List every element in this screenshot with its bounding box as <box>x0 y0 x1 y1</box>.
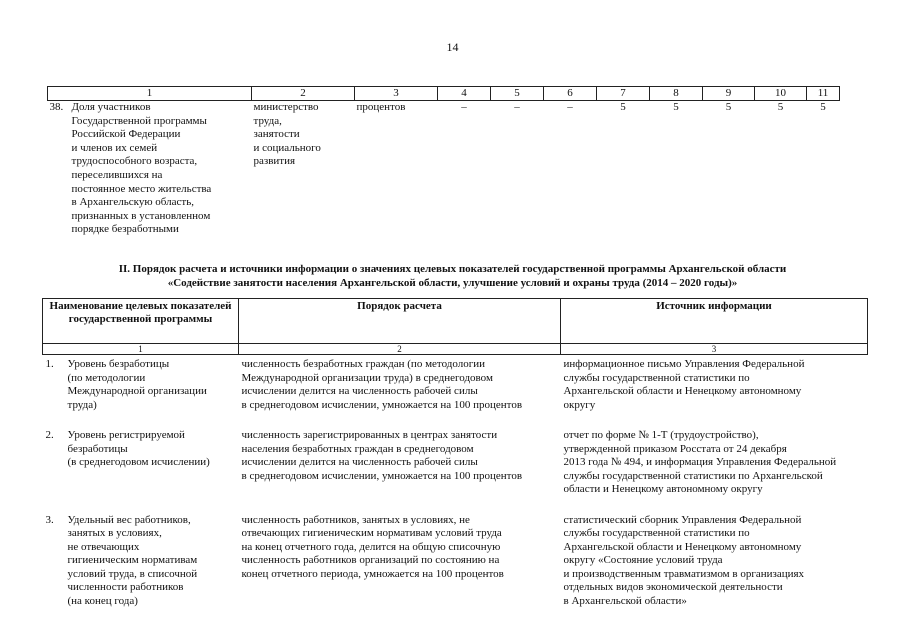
column-number: 5 <box>491 87 544 101</box>
indicators-table <box>47 86 840 237</box>
indicator-name: Доля участников Государственной программы Российской Федерации и членов их семей трудоспособного возраста, переселившихся на постоянное место жительства в Архангельскую область, признанных в установленном порядке безработными <box>71 101 212 236</box>
column-number: 11 <box>807 87 840 101</box>
source-cell: отчет по форме № 1-Т (трудоустройство), утвержденной приказом Росстата от 24 декабря 2013 года № 494, и информация Управления Федеральной службы государственной статистики по Архангельской области и Ненецкому автономному округу <box>563 429 837 495</box>
page-number: 14 <box>446 40 459 54</box>
section-title-line-1: II. Порядок расчета и источники информации о значениях целевых показателей государственной программы Архангельской области <box>118 263 787 275</box>
header-indicator-name: Наименование целевых показателей государственной программы <box>43 299 239 344</box>
header-row <box>43 299 868 344</box>
row-spacer <box>43 412 868 427</box>
unit-cell: процентов <box>356 101 406 113</box>
column-number: 10 <box>755 87 807 101</box>
row-spacer <box>43 497 868 512</box>
row-number: 3. <box>45 513 54 526</box>
calculation-table <box>42 298 868 608</box>
value-cell: 5 <box>673 101 679 113</box>
column-number: 2 <box>239 344 561 355</box>
source-cell: информационное письмо Управления Федеральной службы государственной статистики по Архангельской области и Ненецкому автономному округу <box>563 358 805 411</box>
executor-cell: министерство труда, занятости и социального развития <box>253 101 321 168</box>
row-number: 2. <box>45 429 54 441</box>
value-cell: – <box>567 101 573 113</box>
column-number: 3 <box>561 344 868 355</box>
column-number: 1 <box>48 87 252 101</box>
column-number: 8 <box>650 87 703 101</box>
column-number: 7 <box>597 87 650 101</box>
column-number: 2 <box>252 87 355 101</box>
value-cell: – <box>514 101 520 113</box>
indicator-name: Уровень регистрируемой безработицы (в среднегодовом исчислении) <box>67 429 210 468</box>
table-row <box>48 101 840 237</box>
indicator-name: Удельный вес работников, занятых в условиях, не отвечающих гигиеническим нормативам условий труда, в списочной численности работников (на конец года) <box>67 513 198 607</box>
section-title <box>30 262 875 290</box>
indicator-name: Уровень безработицы (по методологии Международной организации труда) <box>67 358 207 411</box>
table-row <box>43 355 868 413</box>
table-row <box>43 427 868 497</box>
indicator-cell <box>43 512 239 609</box>
value-cell: 5 <box>820 101 826 113</box>
table-row <box>43 512 868 609</box>
value-cell: 5 <box>777 101 784 113</box>
indicator-cell <box>43 427 239 497</box>
column-number: 1 <box>43 344 239 355</box>
column-numbers-row <box>43 344 868 355</box>
header-calculation: Порядок расчета <box>239 299 561 344</box>
column-numbers-row <box>48 87 840 101</box>
row-number: 1. <box>45 358 54 370</box>
column-number: 9 <box>703 87 755 101</box>
calculation-cell: численность безработных граждан (по методологии Международной организации труда) в среднегодовом исчислении делится на численность рабочей силы в среднегодовом исчислении, умножается на 100 процентов <box>241 358 523 411</box>
column-number: 3 <box>355 87 438 101</box>
calculation-cell: численность зарегистрированных в центрах занятости населения безработных граждан в среднегодовом исчислении делится на численность рабочей силы в среднегодовом исчислении, умножается на 100 процентов <box>241 429 523 482</box>
column-number: 6 <box>544 87 597 101</box>
row-number: 38. <box>49 101 64 113</box>
value-cell: 5 <box>725 101 732 113</box>
value-cell: 5 <box>620 101 626 113</box>
indicator-cell <box>48 101 252 237</box>
indicator-cell <box>43 355 239 413</box>
column-number: 4 <box>438 87 491 101</box>
source-cell: статистический сборник Управления Федеральной службы государственной статистики по Архангельской области и Ненецкому автономному округу «Состояние условий труда и производственным травматизмом в организациях отдельных видов экономической деятельности в Архангельской области» <box>563 513 805 607</box>
value-cell: – <box>461 101 467 113</box>
calculation-cell: численность работников, занятых в условиях, не отвечающих гигиеническим нормативам условий труда на конец отчетного года, делится на общую списочную численность работников организаций по состоянию на конец отчетного периода, умножается на 100 процентов <box>241 513 504 580</box>
section-title-line-2: «Содействие занятости населения Архангельской области, улучшение условий и охраны труда (2014 – 2020 годы)» <box>167 277 738 289</box>
header-source: Источник информации <box>561 299 868 344</box>
